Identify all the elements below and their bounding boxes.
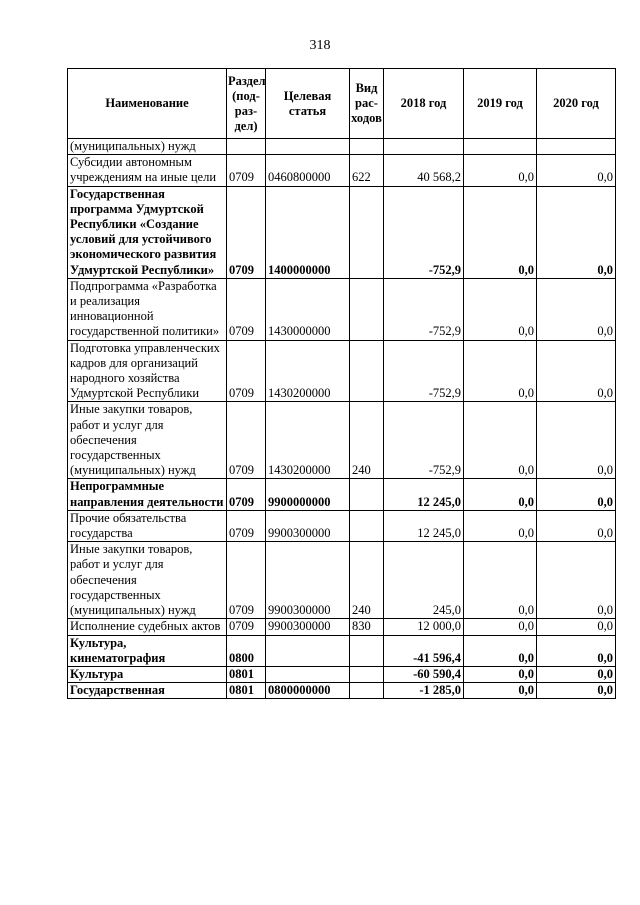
- row-section: 0709: [227, 278, 266, 340]
- row-2019: 0,0: [464, 402, 537, 479]
- row-2020: 0,0: [537, 402, 616, 479]
- row-target: 0460800000: [266, 155, 350, 186]
- row-section: 0801: [227, 666, 266, 682]
- row-2020: 0,0: [537, 683, 616, 699]
- header-2019: 2019 год: [464, 69, 537, 139]
- row-2018: -60 590,4: [384, 666, 464, 682]
- table-row: [68, 139, 616, 155]
- row-name: Прочие обязательства государства: [68, 510, 227, 541]
- row-type: [350, 683, 384, 699]
- row-target: [266, 666, 350, 682]
- header-target: Целевая статья: [266, 69, 350, 139]
- row-2020: 0,0: [537, 479, 616, 510]
- row-2019: 0,0: [464, 542, 537, 619]
- table-row: [68, 683, 616, 699]
- row-target: 1400000000: [266, 186, 350, 278]
- row-2019: 0,0: [464, 278, 537, 340]
- row-name: (муниципальных) нужд: [68, 139, 227, 155]
- row-type: [350, 278, 384, 340]
- row-2020: [537, 139, 616, 155]
- row-2019: 0,0: [464, 666, 537, 682]
- row-2018: -1 285,0: [384, 683, 464, 699]
- row-type: 240: [350, 402, 384, 479]
- page-number: 318: [309, 38, 331, 53]
- row-target: [266, 139, 350, 155]
- row-section: 0800: [227, 635, 266, 666]
- table-row: [68, 510, 616, 541]
- table-row: [68, 619, 616, 635]
- row-2020: 0,0: [537, 155, 616, 186]
- row-2020: 0,0: [537, 278, 616, 340]
- row-name: Исполнение судебных актов: [68, 619, 227, 635]
- row-2018: 40 568,2: [384, 155, 464, 186]
- row-type: [350, 666, 384, 682]
- table-row: [68, 186, 616, 278]
- row-section: 0709: [227, 340, 266, 402]
- header-section: Раздел (под-раз-дел): [227, 69, 266, 139]
- header-2020: 2020 год: [537, 69, 616, 139]
- row-2019: 0,0: [464, 479, 537, 510]
- row-target: 1430200000: [266, 340, 350, 402]
- row-target: [266, 635, 350, 666]
- row-name: Иные закупки товаров, работ и услуг для обеспечения государственных (муниципальных) нужд: [68, 542, 227, 619]
- row-section: 0801: [227, 683, 266, 699]
- table-row: [68, 542, 616, 619]
- row-name: Иные закупки товаров, работ и услуг для обеспечения государственных (муниципальных) нужд: [68, 402, 227, 479]
- row-section: 0709: [227, 542, 266, 619]
- row-2020: 0,0: [537, 510, 616, 541]
- row-2018: -752,9: [384, 186, 464, 278]
- row-2019: 0,0: [464, 186, 537, 278]
- row-2019: 0,0: [464, 683, 537, 699]
- table-row: [68, 340, 616, 402]
- table-row: [68, 278, 616, 340]
- table-row: [68, 479, 616, 510]
- row-2018: -752,9: [384, 278, 464, 340]
- header-2018: 2018 год: [384, 69, 464, 139]
- row-2018: -752,9: [384, 340, 464, 402]
- row-2020: 0,0: [537, 542, 616, 619]
- row-2019: [464, 139, 537, 155]
- row-2019: 0,0: [464, 619, 537, 635]
- row-2018: 12 245,0: [384, 479, 464, 510]
- row-section: 0709: [227, 186, 266, 278]
- row-type: [350, 186, 384, 278]
- row-name: Подготовка управленческих кадров для организаций народного хозяйства Удмуртской Республики: [68, 340, 227, 402]
- row-name: Государственная программа Удмуртской Республики «Создание условий для устойчивого экономического развития Удмуртской Республики»: [68, 186, 227, 278]
- row-2018: [384, 139, 464, 155]
- row-target: 1430000000: [266, 278, 350, 340]
- row-name: Культура, кинематография: [68, 635, 227, 666]
- row-2019: 0,0: [464, 635, 537, 666]
- row-2019: 0,0: [464, 155, 537, 186]
- row-name: Непрограммные направления деятельности: [68, 479, 227, 510]
- row-2018: 12 245,0: [384, 510, 464, 541]
- header-row: [68, 69, 616, 139]
- row-target: 9900000000: [266, 479, 350, 510]
- row-2020: 0,0: [537, 619, 616, 635]
- row-type: [350, 510, 384, 541]
- row-2020: 0,0: [537, 186, 616, 278]
- row-section: 0709: [227, 479, 266, 510]
- row-2018: 12 000,0: [384, 619, 464, 635]
- row-name: Субсидии автономным учреждениям на иные цели: [68, 155, 227, 186]
- row-type: [350, 479, 384, 510]
- table-row: [68, 635, 616, 666]
- row-2019: 0,0: [464, 340, 537, 402]
- row-section: 0709: [227, 155, 266, 186]
- table-row: [68, 666, 616, 682]
- row-2019: 0,0: [464, 510, 537, 541]
- row-target: 9900300000: [266, 510, 350, 541]
- row-2018: -752,9: [384, 402, 464, 479]
- budget-table: [67, 68, 616, 699]
- row-type: [350, 139, 384, 155]
- row-type: 240: [350, 542, 384, 619]
- row-2020: 0,0: [537, 635, 616, 666]
- row-section: 0709: [227, 402, 266, 479]
- row-2020: 0,0: [537, 666, 616, 682]
- row-target: 9900300000: [266, 542, 350, 619]
- row-2018: -41 596,4: [384, 635, 464, 666]
- header-name: Наименование: [68, 69, 227, 139]
- table-row: [68, 155, 616, 186]
- row-section: [227, 139, 266, 155]
- table-row: [68, 402, 616, 479]
- row-2018: 245,0: [384, 542, 464, 619]
- row-target: 0800000000: [266, 683, 350, 699]
- header-type: Вид рас-ходов: [350, 69, 384, 139]
- row-section: 0709: [227, 510, 266, 541]
- row-type: [350, 340, 384, 402]
- row-type: 830: [350, 619, 384, 635]
- row-name: Государственная: [68, 683, 227, 699]
- row-section: 0709: [227, 619, 266, 635]
- row-2020: 0,0: [537, 340, 616, 402]
- row-target: 1430200000: [266, 402, 350, 479]
- row-name: Подпрограмма «Разработка и реализация инновационной государственной политики»: [68, 278, 227, 340]
- row-name: Культура: [68, 666, 227, 682]
- row-target: 9900300000: [266, 619, 350, 635]
- row-type: 622: [350, 155, 384, 186]
- row-type: [350, 635, 384, 666]
